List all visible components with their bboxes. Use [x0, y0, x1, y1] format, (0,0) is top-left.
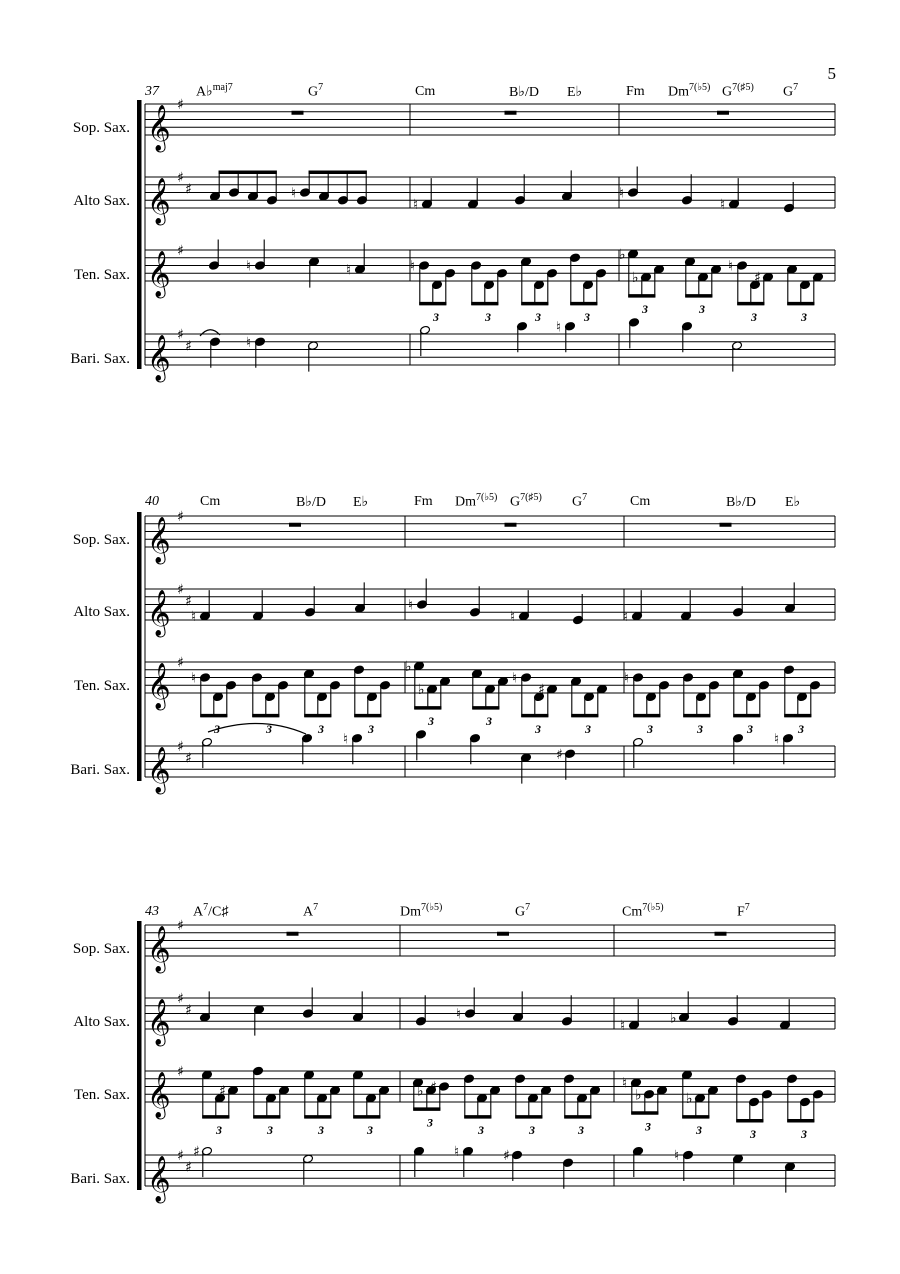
tuplet-number: 3: [318, 721, 324, 736]
tuplet-number: 3: [216, 1123, 222, 1138]
natural-icon: ♮: [346, 262, 352, 279]
sharp-icon: ♯: [185, 1002, 192, 1019]
tuplet-number: 3: [801, 1127, 807, 1141]
tuplet-number: 3: [529, 1123, 535, 1138]
beam: [464, 1115, 491, 1119]
tuplet-number: 3: [751, 309, 757, 324]
natural-icon: ♮: [774, 731, 780, 748]
treble-clef-icon: 𝄞: [147, 1156, 171, 1202]
instrument-label: Ten. Sax.: [73, 678, 130, 694]
system-bracket: [137, 921, 142, 1190]
natural-icon: ♮: [674, 1148, 680, 1164]
sharp-icon: ♯: [430, 1079, 437, 1096]
chord-symbol: E♭: [567, 85, 583, 100]
chord-symbol: $A^7/C♯$: [193, 902, 229, 920]
whole-rest-icon: [715, 932, 727, 936]
chord-symbol: E♭: [785, 495, 801, 510]
beam: [564, 1115, 591, 1119]
tuplet-number: 3: [578, 1123, 584, 1138]
tuplet-number: 3: [367, 1123, 373, 1138]
instrument-label: Ten. Sax.: [73, 267, 130, 283]
beam: [353, 1115, 380, 1119]
natural-icon: ♮: [191, 670, 197, 687]
instrument-label: Bari. Sax.: [70, 1171, 130, 1187]
measure-number: 40: [145, 494, 159, 509]
chord-symbol: $Dm^{7(♭5)}$: [400, 902, 443, 920]
sharp-icon: ♯: [177, 1148, 184, 1164]
tie-curve: [200, 330, 220, 336]
natural-icon: ♮: [720, 197, 726, 214]
tuplet-number: 3: [747, 721, 753, 736]
treble-clef-icon: 𝄞: [147, 105, 171, 151]
system-bracket: [137, 100, 142, 369]
instrument-label: Alto Sax.: [73, 1014, 130, 1030]
sharp-icon: ♯: [556, 746, 563, 763]
tuplet-number: 3: [433, 309, 439, 324]
natural-icon: ♮: [410, 258, 416, 275]
sharp-icon: ♯: [193, 1144, 200, 1161]
measure-number: 37: [145, 84, 159, 99]
whole-rest-icon: [505, 523, 517, 527]
natural-icon: ♮: [191, 609, 197, 626]
beam: [733, 714, 760, 718]
natural-icon: ♮: [408, 597, 414, 614]
beam: [414, 706, 441, 710]
sharp-icon: ♯: [177, 327, 184, 343]
treble-clef-icon: 𝄞: [147, 178, 171, 224]
beam: [200, 714, 227, 718]
tuplet-number: 3: [478, 1123, 484, 1138]
chord-symbol: $G^7$: [308, 82, 324, 100]
tuplet-number: 3: [696, 1123, 702, 1138]
chord-symbol: $A^7$: [303, 902, 319, 920]
flat-icon: ♭: [670, 1010, 677, 1027]
sharp-icon: ♯: [219, 1083, 226, 1100]
sharp-icon: ♯: [177, 97, 184, 113]
instrument-label: Sop. Sax.: [72, 120, 130, 136]
instrument-label: Bari. Sax.: [70, 351, 130, 367]
beam: [787, 1119, 814, 1123]
natural-icon: ♮: [622, 1075, 628, 1092]
chord-symbol: $G^7$: [572, 492, 588, 510]
beam: [682, 1115, 709, 1119]
beam: [736, 1119, 763, 1123]
natural-icon: ♮: [623, 609, 629, 626]
beam: [521, 302, 548, 306]
instrument-label: Sop. Sax.: [72, 941, 130, 957]
sharp-icon: ♯: [177, 739, 184, 755]
tuplet-number: 3: [427, 1115, 433, 1130]
beam: [631, 1111, 658, 1115]
chord-symbol: $G^{7(♯5)}$: [722, 82, 754, 100]
chord-symbol: Cm: [200, 494, 221, 509]
tuplet-number: 3: [368, 721, 374, 736]
chord-symbol: B♭/D: [296, 495, 326, 510]
beam: [515, 1115, 542, 1119]
beam: [737, 302, 764, 306]
whole-rest-icon: [720, 523, 732, 527]
chord-symbol: Cm: [630, 494, 651, 509]
treble-clef-icon: 𝄞: [147, 747, 171, 793]
chord-symbol: $F^7$: [737, 902, 750, 920]
sharp-icon: ♯: [538, 682, 545, 699]
natural-icon: ♮: [413, 197, 419, 214]
natural-icon: ♮: [620, 1018, 626, 1035]
beam: [787, 302, 814, 306]
treble-clef-icon: 𝄞: [147, 926, 171, 972]
whole-rest-icon: [292, 111, 304, 115]
chord-symbol: $G^{7(♯5)}$: [510, 492, 542, 510]
flat-icon: ♭: [632, 270, 639, 287]
sharp-icon: ♯: [177, 509, 184, 525]
sharp-icon: ♯: [185, 750, 192, 767]
page-number: 5: [827, 64, 836, 83]
sharp-icon: ♯: [177, 991, 184, 1007]
instrument-label: Sop. Sax.: [72, 532, 130, 548]
tuplet-number: 3: [750, 1127, 756, 1141]
tuplet-number: 3: [266, 721, 272, 736]
tuplet-number: 3: [535, 309, 541, 324]
whole-rest-icon: [287, 932, 299, 936]
sharp-icon: ♯: [185, 338, 192, 355]
whole-rest-icon: [289, 523, 301, 527]
chord-symbol: B♭/D: [726, 495, 756, 510]
chord-symbol: $Cm^{7(♭5)}$: [622, 902, 664, 920]
flat-icon: ♭: [686, 1091, 693, 1108]
tuplet-number: 3: [267, 1123, 273, 1138]
beam: [413, 1107, 440, 1111]
sharp-icon: ♯: [177, 918, 184, 934]
tuplet-number: 3: [801, 309, 807, 324]
chord-symbol: Cm: [415, 84, 436, 99]
instrument-label: Alto Sax.: [73, 193, 130, 209]
tuplet-number: 3: [535, 721, 541, 736]
chord-symbol: $G^7$: [783, 82, 799, 100]
treble-clef-icon: 𝄞: [147, 251, 171, 297]
instrument-label: Alto Sax.: [73, 604, 130, 620]
chord-symbol: A♭$^{maj7}$: [196, 82, 233, 100]
tuplet-number: 3: [642, 302, 648, 317]
beam: [419, 302, 446, 306]
tuplet-number: 3: [485, 309, 491, 324]
natural-icon: ♮: [456, 1006, 462, 1023]
beam: [571, 714, 598, 718]
tuplet-number: 3: [647, 721, 653, 736]
natural-icon: ♮: [619, 185, 625, 202]
beam: [354, 714, 381, 718]
instrument-label: Bari. Sax.: [70, 762, 130, 778]
natural-icon: ♮: [246, 258, 252, 275]
beam: [521, 714, 548, 718]
sharp-icon: ♯: [185, 593, 192, 610]
chord-symbol: B♭/D: [509, 85, 539, 100]
whole-rest-icon: [505, 111, 517, 115]
beam: [309, 171, 367, 175]
beam: [202, 1115, 229, 1119]
tie-curve: [208, 723, 306, 734]
sharp-icon: ♯: [503, 1148, 510, 1164]
natural-icon: ♮: [728, 258, 734, 275]
natural-icon: ♮: [512, 670, 518, 687]
tuplet-number: 3: [645, 1119, 651, 1134]
natural-icon: ♮: [246, 334, 252, 351]
chord-symbol: $G^7$: [515, 902, 531, 920]
tuplet-number: 3: [699, 302, 705, 317]
natural-icon: ♮: [454, 1144, 460, 1161]
flat-icon: ♭: [417, 1083, 424, 1100]
measure-number: 43: [145, 904, 159, 919]
treble-clef-icon: 𝄞: [147, 663, 171, 709]
natural-icon: ♮: [343, 731, 349, 748]
natural-icon: ♮: [556, 319, 562, 336]
tuplet-number: 3: [697, 721, 703, 736]
beam: [304, 1115, 331, 1119]
beam: [633, 714, 660, 718]
flat-icon: ♭: [619, 246, 626, 263]
sharp-icon: ♯: [177, 655, 184, 671]
sharp-icon: ♯: [177, 582, 184, 598]
treble-clef-icon: 𝄞: [147, 999, 171, 1045]
instrument-label: Ten. Sax.: [73, 1087, 130, 1103]
tuplet-number: 3: [428, 714, 434, 729]
chord-symbol: $Dm^{7(♭5)}$: [668, 82, 711, 100]
flat-icon: ♭: [405, 658, 412, 675]
tuplet-number: 3: [584, 309, 590, 324]
whole-rest-icon: [497, 932, 509, 936]
beam: [685, 294, 712, 298]
treble-clef-icon: 𝄞: [147, 335, 171, 381]
system-bracket: [137, 512, 142, 781]
beam: [683, 714, 710, 718]
treble-clef-icon: 𝄞: [147, 517, 171, 563]
beam: [252, 714, 279, 718]
flat-icon: ♭: [418, 682, 425, 699]
flat-icon: ♭: [635, 1087, 642, 1104]
natural-icon: ♮: [510, 609, 516, 626]
natural-icon: ♮: [291, 185, 297, 202]
sharp-icon: ♯: [185, 1159, 192, 1176]
tuplet-number: 3: [214, 721, 220, 736]
sharp-icon: ♯: [177, 170, 184, 186]
treble-clef-icon: 𝄞: [147, 1072, 171, 1118]
chord-symbol: Fm: [414, 494, 433, 509]
chord-symbol: E♭: [353, 495, 369, 510]
tuplet-number: 3: [486, 714, 492, 729]
chord-symbol: Fm: [626, 84, 645, 99]
natural-icon: ♮: [624, 670, 630, 687]
beam: [219, 171, 277, 175]
sharp-icon: ♯: [177, 1064, 184, 1080]
beam: [784, 714, 811, 718]
whole-rest-icon: [717, 111, 729, 115]
beam: [471, 302, 498, 306]
sharp-icon: ♯: [177, 243, 184, 259]
tuplet-number: 3: [318, 1123, 324, 1138]
treble-clef-icon: 𝄞: [147, 590, 171, 636]
chord-symbol: $Dm^{7(♭5)}$: [455, 492, 498, 510]
tuplet-number: 3: [585, 721, 591, 736]
sharp-icon: ♯: [754, 270, 761, 287]
tuplet-number: 3: [798, 721, 804, 736]
beam: [628, 294, 655, 298]
beam: [472, 706, 499, 710]
beam: [304, 714, 331, 718]
beam: [570, 302, 597, 306]
beam: [253, 1115, 280, 1119]
sharp-icon: ♯: [185, 181, 192, 198]
